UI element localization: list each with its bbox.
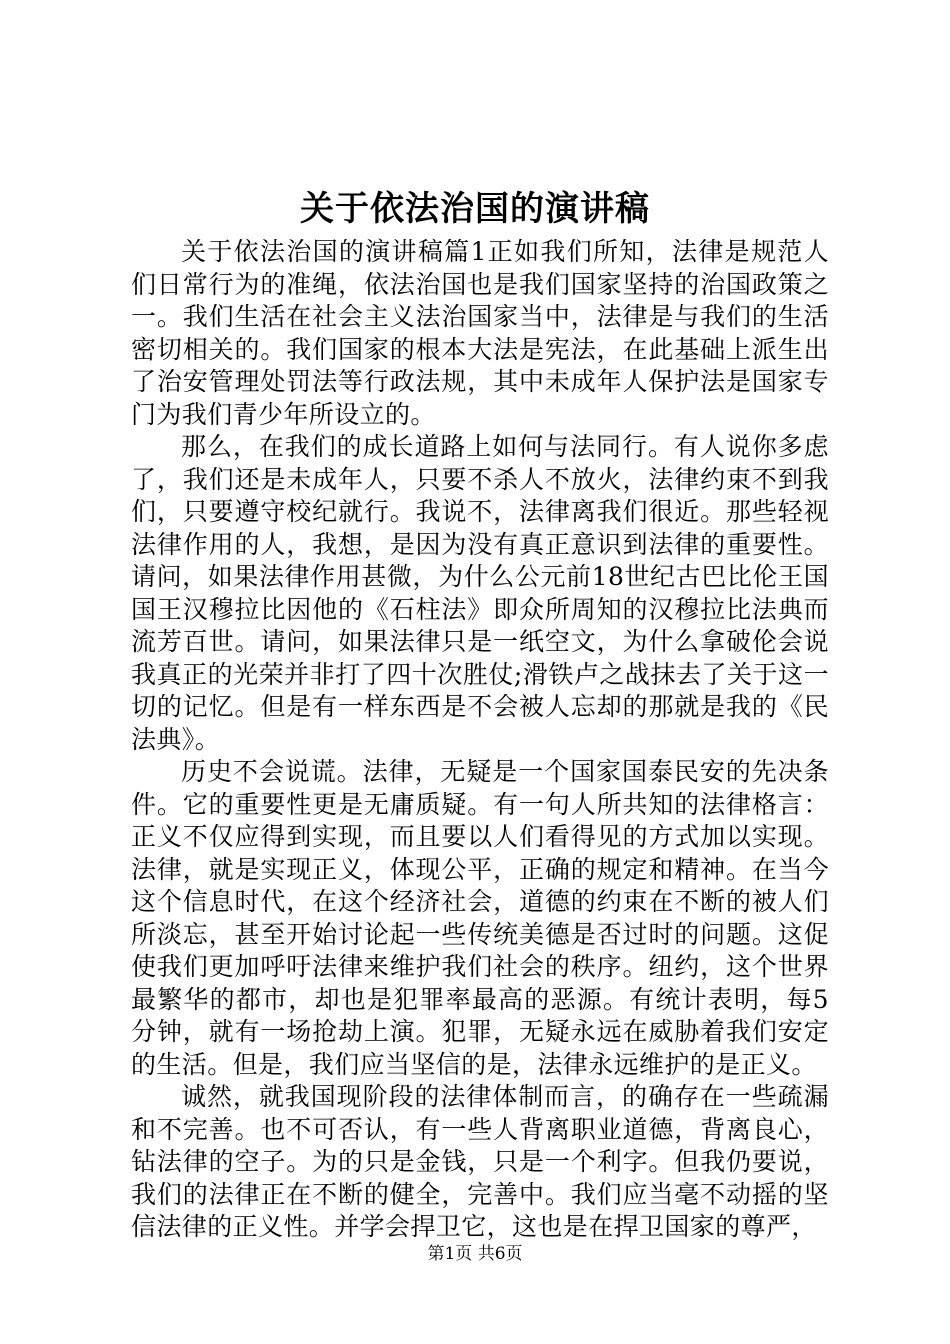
paragraph-4: 诚然，就我国现阶段的法律体制而言，的确存在一些疏漏和不完善。也不可否认，有一些人背离职业道德，背离良心，钻法律的空子。为的只是金钱，只是一个利字。但我仍要说，我们的法律正在不断的健全，完善中。我们应当毫不动摇的坚信法律的正义性。并学会捍卫它，这也是在捍卫国家的尊严，: [131, 1082, 829, 1241]
paragraph-3: 历史不会说谎。法律，无疑是一个国家国泰民安的先决条件。它的重要性更是无庸质疑。有一句人所共知的法律格言：正义不仅应得到实现，而且要以人们看得见的方式加以实现。法律，就是实现正义，体现公平，正确的规定和精神。在当今这个信息时代，在这个经济社会，道德的约束在不断的被人们所淡忘，甚至开始讨论起一些传统美德是否过时的问题。这促使我们更加呼吁法律来维护我们社会的秩序。纽约，这个世界最繁华的都市，却也是犯罪率最高的恶源。有统计表明，每5分钟，就有一场抢劫上演。犯罪，无疑永远在威胁着我们安定的生活。但是，我们应当坚信的是，法律永远维护的是正义。: [131, 757, 829, 1079]
paragraph-2: 那么，在我们的成长道路上如何与法同行。有人说你多虑了，我们还是未成年人，只要不杀人不放火，法律约束不到我们，只要遵守校纪就行。我说不，法律离我们很近。那些轻视法律作用的人，我想，是因为没有真正意识到法律的重要性。请问，如果法律作用甚微，为什么公元前18世纪古巴比伦王国国王汉穆拉比因他的《石柱法》即众所周知的汉穆拉比法典而流芳百世。请问，如果法律只是一纸空文，为什么拿破伦会说我真正的光荣并非打了四十次胜仗;滑铁卢之战抹去了关于这一切的记忆。但是有一样东西是不会被人忘却的那就是我的《民法典》。: [131, 432, 829, 754]
paragraph-1: 关于依法治国的演讲稿篇1正如我们所知，法律是规范人们日常行为的准绳，依法治国也是我们国家坚持的治国政策之一。我们生活在社会主义法治国家当中，法律是与我们的生活密切相关的。我们国家的根本大法是宪法，在此基础上派生出了治安管理处罚法等行政法规，其中未成年人保护法是国家专门为我们青少年所设立的。: [131, 237, 829, 429]
document-body: [131, 236, 829, 1244]
document-title: 关于依法治国的演讲稿: [300, 189, 650, 229]
page-number-footer: 第1页 共6页: [427, 1244, 523, 1264]
